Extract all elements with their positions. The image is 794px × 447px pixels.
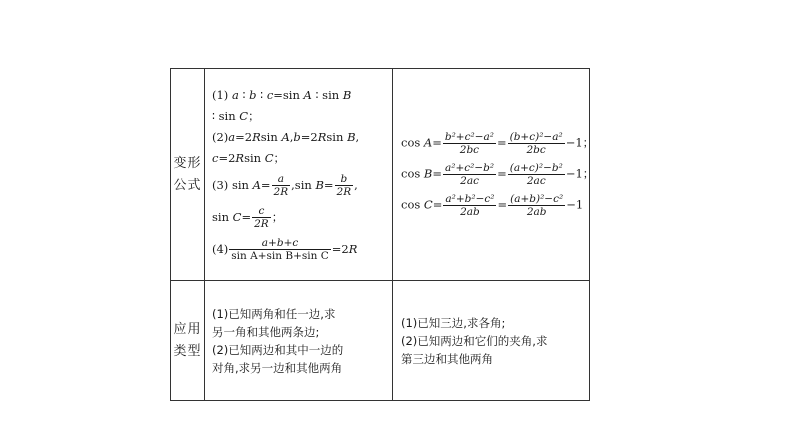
label-line-1: 应用 — [173, 321, 202, 337]
row-label-application — [171, 281, 205, 401]
row-label-transform — [171, 69, 205, 281]
cos-C-line: cos C= $\frac{\text{a²+b²−c²}}{2ab}$ = $\frac{\text{(a+b)²−c²}}{2ab}$ −1 — [401, 193, 584, 218]
label-line-2: 类型 — [173, 343, 202, 359]
cosine-law-cell — [393, 69, 595, 281]
row-transform-formulas — [171, 69, 590, 281]
sine-item-1b: ∶ sin C； — [212, 108, 260, 123]
apply-right-line: (2)已知两边和它们的夹角,求 — [401, 333, 548, 348]
sine-item-4: (4) $\frac{a+b+c}{\text{sin A+sin B+sin C}}$ =2R — [212, 237, 358, 262]
sine-item-2b: c=2Rsin C； — [212, 150, 286, 165]
sine-item-2a: (2)a=2Rsin A,b=2Rsin B, — [212, 129, 360, 144]
apply-left-line: 另一角和其他两条边; — [212, 324, 320, 339]
sine-item-1: (1) a ∶ b ∶ c=sin A ∶ sin B — [212, 87, 352, 102]
apply-left-line: 对角,求另一边和其他两角 — [212, 360, 343, 375]
cosine-application-cell — [393, 281, 590, 401]
label-line-2: 公式 — [173, 177, 202, 193]
fraction-c-over-2R: $\frac{c}{2R}$ — [254, 205, 269, 230]
apply-right-line: 第三边和其他两角 — [401, 351, 493, 366]
apply-left-line: (2)已知两边和其中一边的 — [212, 342, 344, 357]
cos-A-line: cos A= $\frac{\text{b²+c²−a²}}{2bc}$ = $\frac{\text{(b+c)²−a²}}{2bc}$ −1； — [401, 131, 595, 156]
sine-item-3b: sin C= $\frac{c}{2R}$ ； — [212, 205, 284, 230]
sine-item-3: (3) sin A= $\frac{a}{2R}$ ,sin B= $\frac{b}{2R}$ , — [212, 173, 358, 198]
sine-application-cell — [205, 281, 393, 401]
fraction-a-over-2R: $\frac{a}{2R}$ — [273, 173, 289, 198]
apply-right-line: (1)已知三边,求各角; — [401, 315, 506, 330]
row-application-types — [171, 281, 590, 401]
fraction-perimeter-over-sines: $\frac{a+b+c}{\text{sin A+sin B+sin C}}$ — [231, 237, 329, 262]
fraction-b-over-2R: $\frac{b}{2R}$ — [336, 173, 352, 198]
sine-law-cell — [205, 69, 393, 281]
apply-left-line: (1)已知两角和任一边,求 — [212, 306, 336, 321]
cos-B-line: cos B= $\frac{\text{a²+c²−b²}}{2ac}$ = $\frac{\text{(a+c)²−b²}}{2ac}$ −1； — [401, 162, 595, 187]
formula-table — [170, 68, 595, 401]
label-line-1: 变形 — [173, 155, 202, 171]
